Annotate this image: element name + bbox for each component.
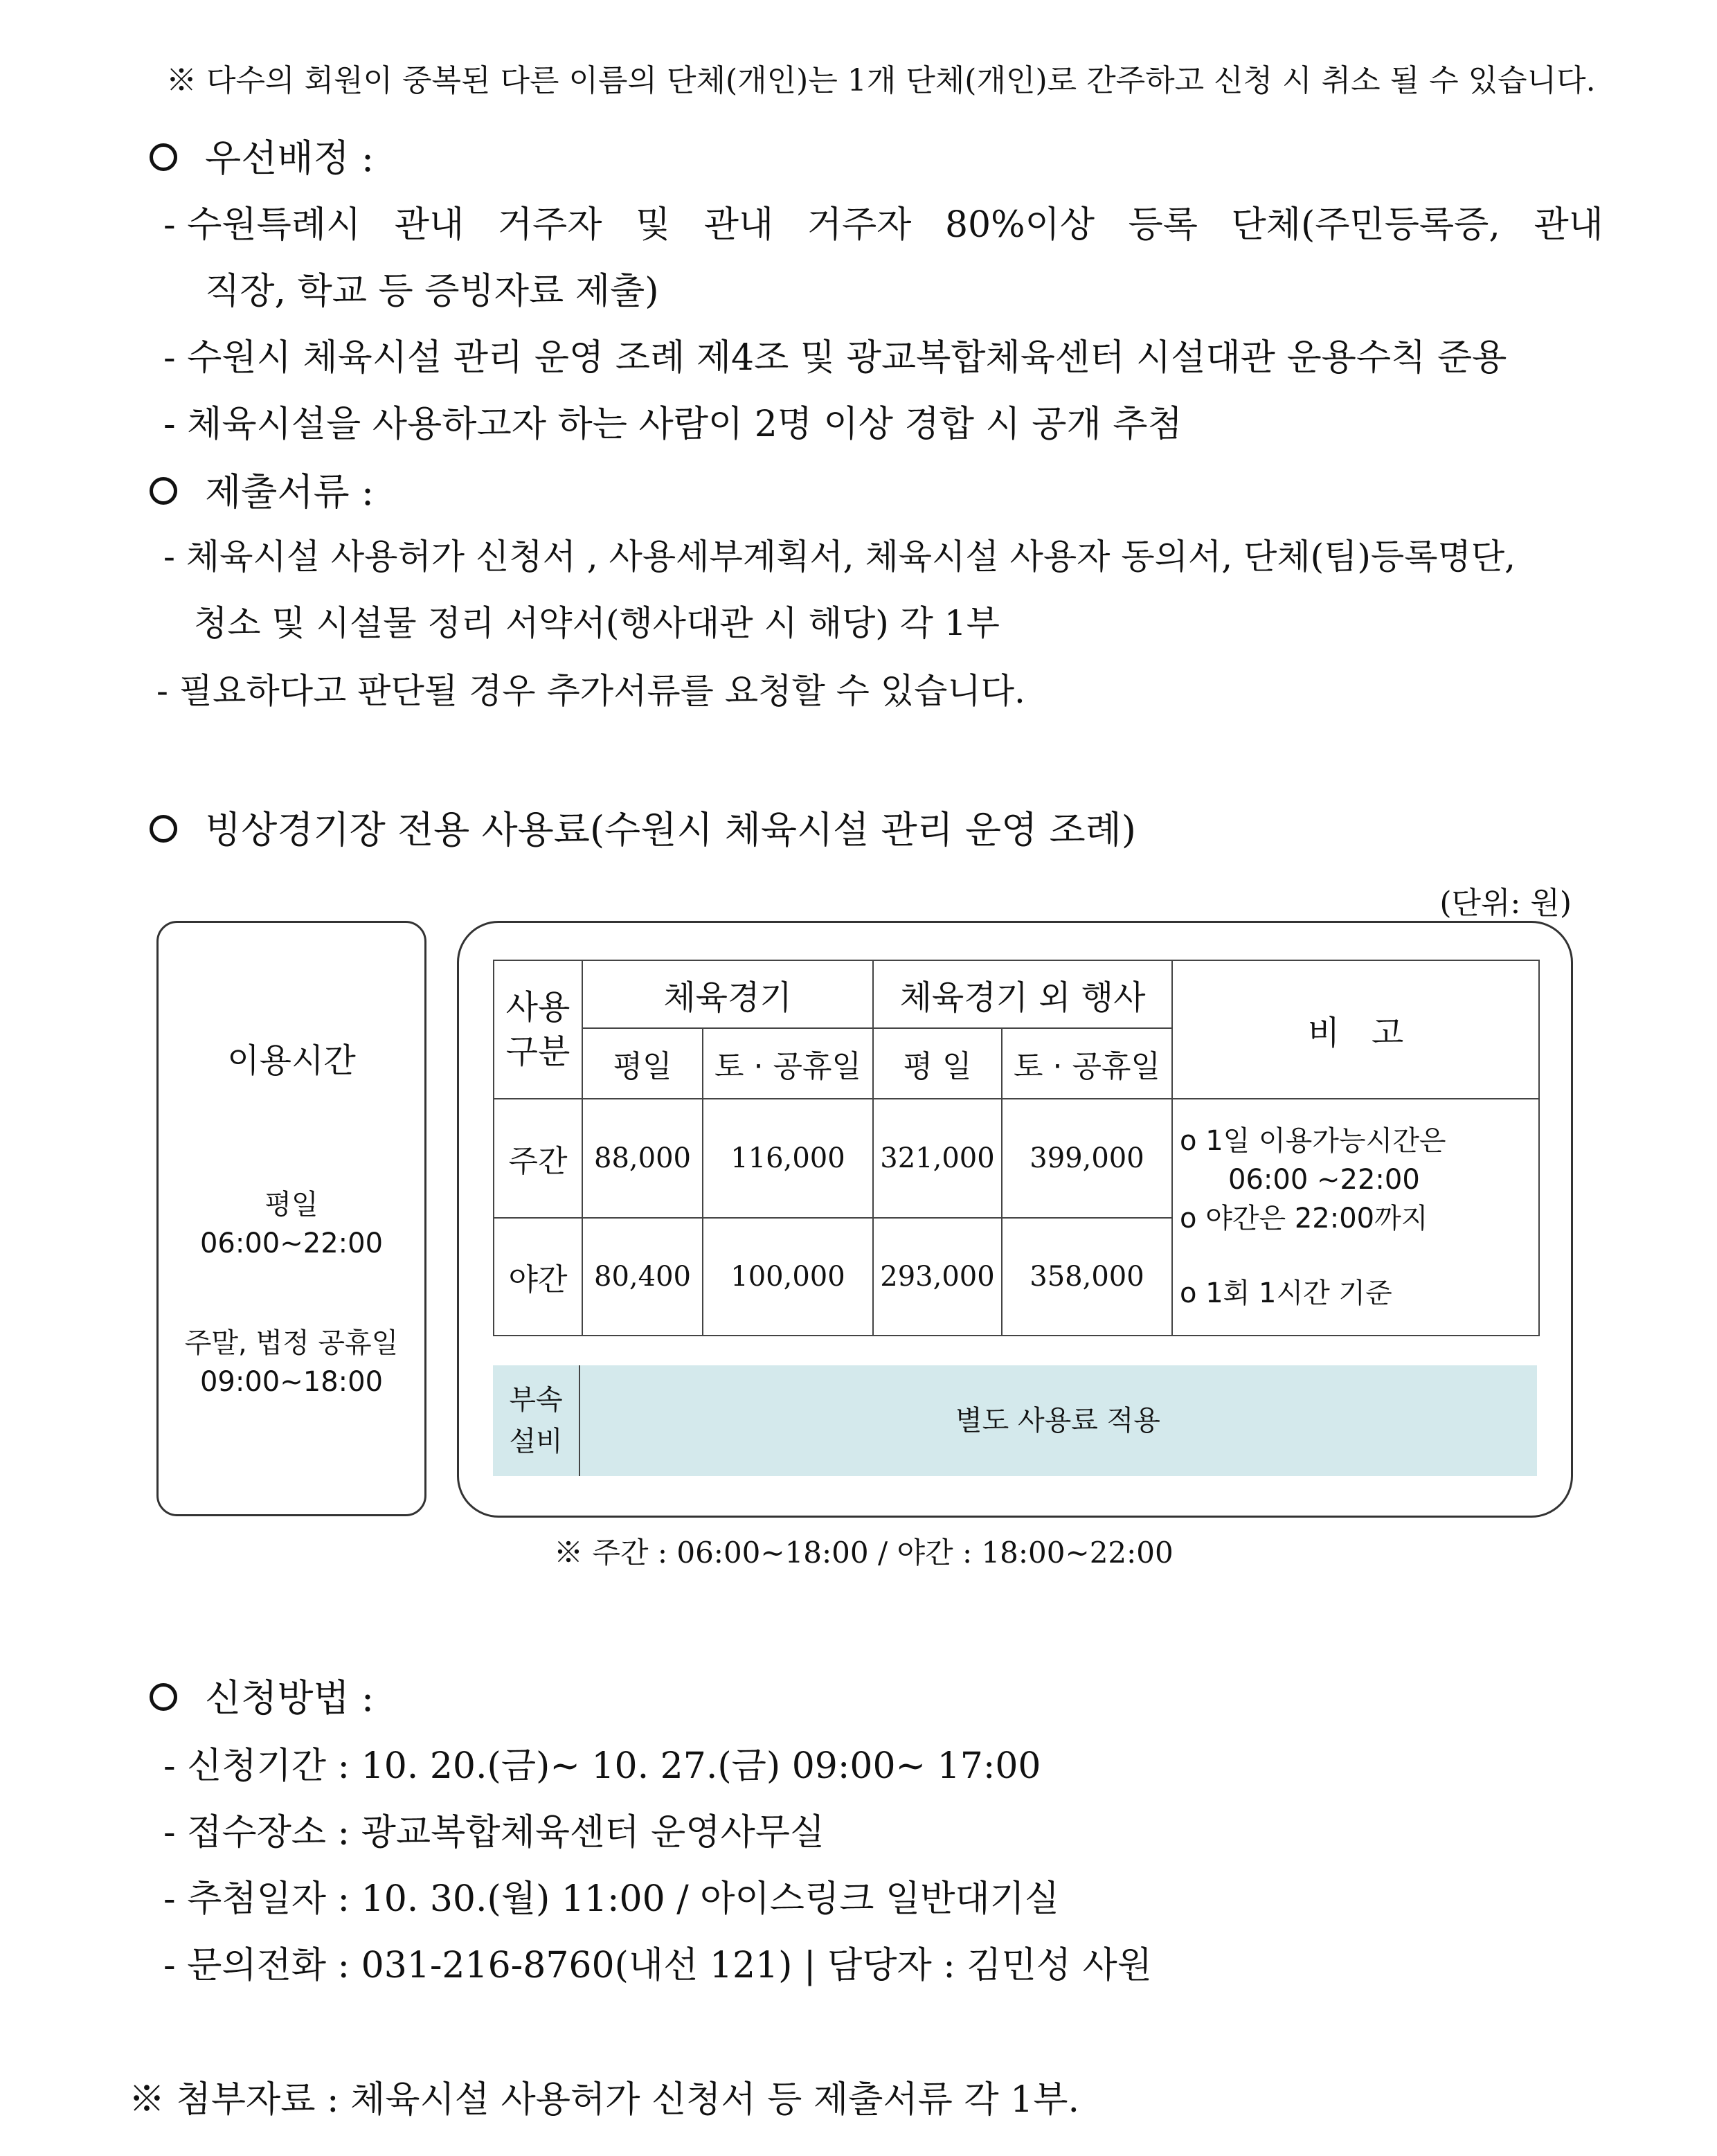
night-sports-weekday: 80,400 xyxy=(582,1218,703,1336)
remark-4: o 1회 1시간 기준 xyxy=(1180,1277,1392,1309)
night-events-holiday: 358,000 xyxy=(1002,1218,1172,1336)
priority-item-3: - 체육시설을 사용하고자 하는 사람이 2명 이상 경합 시 공개 추첨 xyxy=(163,404,1183,445)
justified-word: 80%이상 xyxy=(944,204,1095,246)
justified-word: 거주자 xyxy=(807,204,912,246)
equipment-row xyxy=(493,1365,1537,1476)
application-place: - 접수장소 : 광교복합체육센터 운영사무실 xyxy=(163,1812,825,1853)
justified-word: 관내 xyxy=(394,204,465,246)
remark-3: o 야간은 22:00까지 xyxy=(1180,1203,1428,1234)
unit-label: (단위: 원) xyxy=(1439,886,1572,921)
time-note: ※ 주간 : 06:00~18:00 / 야간 : 18:00~22:00 xyxy=(554,1536,1174,1570)
top-note: ※ 다수의 회원이 중복된 다른 이름의 단체(개인)는 1개 단체(개인)로 간주하고 신청 시 취소 될 수 있습니다. xyxy=(166,63,1596,98)
priority-item-1-line-2: 직장, 학교 등 증빙자료 제출) xyxy=(205,271,659,312)
night-events-weekday: 293,000 xyxy=(873,1218,1002,1336)
fee-table xyxy=(493,960,1540,1336)
documents-item-1-line-1: - 체육시설 사용허가 신청서 , 사용세부계획서, 체육시설 사용자 동의서, 단체(팀)등록명단, xyxy=(163,537,1516,577)
circle-bullet-icon xyxy=(150,815,177,843)
contact-phone: - 문의전화 : 031-216-8760(내선 121) | 담당자 : 김민성 사원 xyxy=(163,1945,1152,1986)
documents-item-2: - 필요하다고 판단될 경우 추가서류를 요청할 수 있습니다. xyxy=(156,671,1025,711)
row-label-day: 주간 xyxy=(494,1099,582,1218)
events-holiday-header: 토 · 공휴일 xyxy=(1002,1028,1172,1099)
use-category-header: 사용 구분 xyxy=(494,960,582,1099)
events-header: 체육경기 외 행사 xyxy=(873,960,1172,1028)
application-period: - 신청기간 : 10. 20.(금)~ 10. 27.(금) 09:00~ 17:00 xyxy=(163,1745,1041,1787)
sports-holiday-header: 토 · 공휴일 xyxy=(703,1028,873,1099)
justified-word: 관내 xyxy=(703,204,774,246)
events-weekday-header: 평 일 xyxy=(873,1028,1002,1099)
day-sports-holiday: 116,000 xyxy=(703,1099,873,1218)
application-heading: 신청방법 : xyxy=(150,1669,374,1722)
lottery-date: - 추첨일자 : 10. 30.(월) 11:00 / 아이스링크 일반대기실 xyxy=(163,1878,1060,1920)
remark-1: o 1일 이용가능시간은 xyxy=(1180,1125,1446,1157)
attachment-note: ※ 첨부자료 : 체육시설 사용허가 신청서 등 제출서류 각 1부. xyxy=(129,2079,1080,2121)
usage-hours-title: 이용시간 xyxy=(227,1041,356,1080)
row-label-night: 야간 xyxy=(494,1218,582,1336)
justified-word: 거주자 xyxy=(497,204,602,246)
night-sports-holiday: 100,000 xyxy=(703,1218,873,1336)
sports-weekday-header: 평일 xyxy=(582,1028,703,1099)
equipment-value: 별도 사용료 적용 xyxy=(955,1405,1160,1437)
remarks-cell xyxy=(1172,1099,1539,1336)
table-row xyxy=(494,1099,1539,1218)
day-sports-weekday: 88,000 xyxy=(582,1099,703,1218)
weekday-time: 06:00~22:00 xyxy=(199,1228,384,1259)
day-events-weekday: 321,000 xyxy=(873,1099,1002,1218)
justified-word: 등록 xyxy=(1128,204,1198,246)
justified-word: 단체(주민등록증, xyxy=(1231,204,1500,246)
documents-heading: 제출서류 : xyxy=(150,462,374,516)
circle-bullet-icon xyxy=(150,477,177,505)
day-events-holiday: 399,000 xyxy=(1002,1099,1172,1218)
priority-heading: 우선배정 : xyxy=(150,129,374,182)
usage-hours-box xyxy=(156,921,426,1516)
circle-bullet-icon xyxy=(150,143,177,171)
documents-item-1-line-2: 청소 및 시설물 정리 서약서(행사대관 시 해당) 각 1부 xyxy=(194,603,1000,643)
circle-bullet-icon xyxy=(150,1683,177,1711)
weekday-label: 평일 xyxy=(264,1189,318,1221)
justified-word: - 수원특례시 xyxy=(163,204,361,246)
remarks-header: 비 고 xyxy=(1172,960,1539,1099)
equipment-label: 부속 설비 xyxy=(493,1365,580,1476)
remark-2: 06:00 ~22:00 xyxy=(1228,1164,1420,1196)
priority-item-2: - 수원시 체육시설 관리 운영 조례 제4조 및 광교복합체육센터 시설대관 운용수칙 준용 xyxy=(163,337,1507,379)
sports-header: 체육경기 xyxy=(582,960,873,1028)
justified-word: 및 xyxy=(635,204,671,246)
weekend-time: 09:00~18:00 xyxy=(199,1366,384,1398)
fees-heading: 빙상경기장 전용 사용료(수원시 체육시설 관리 운영 조례) xyxy=(150,800,1136,854)
justified-word: 관내 xyxy=(1534,204,1603,246)
priority-item-1-line-1 xyxy=(163,195,1603,247)
weekend-label: 주말, 법정 공휴일 xyxy=(184,1327,399,1359)
